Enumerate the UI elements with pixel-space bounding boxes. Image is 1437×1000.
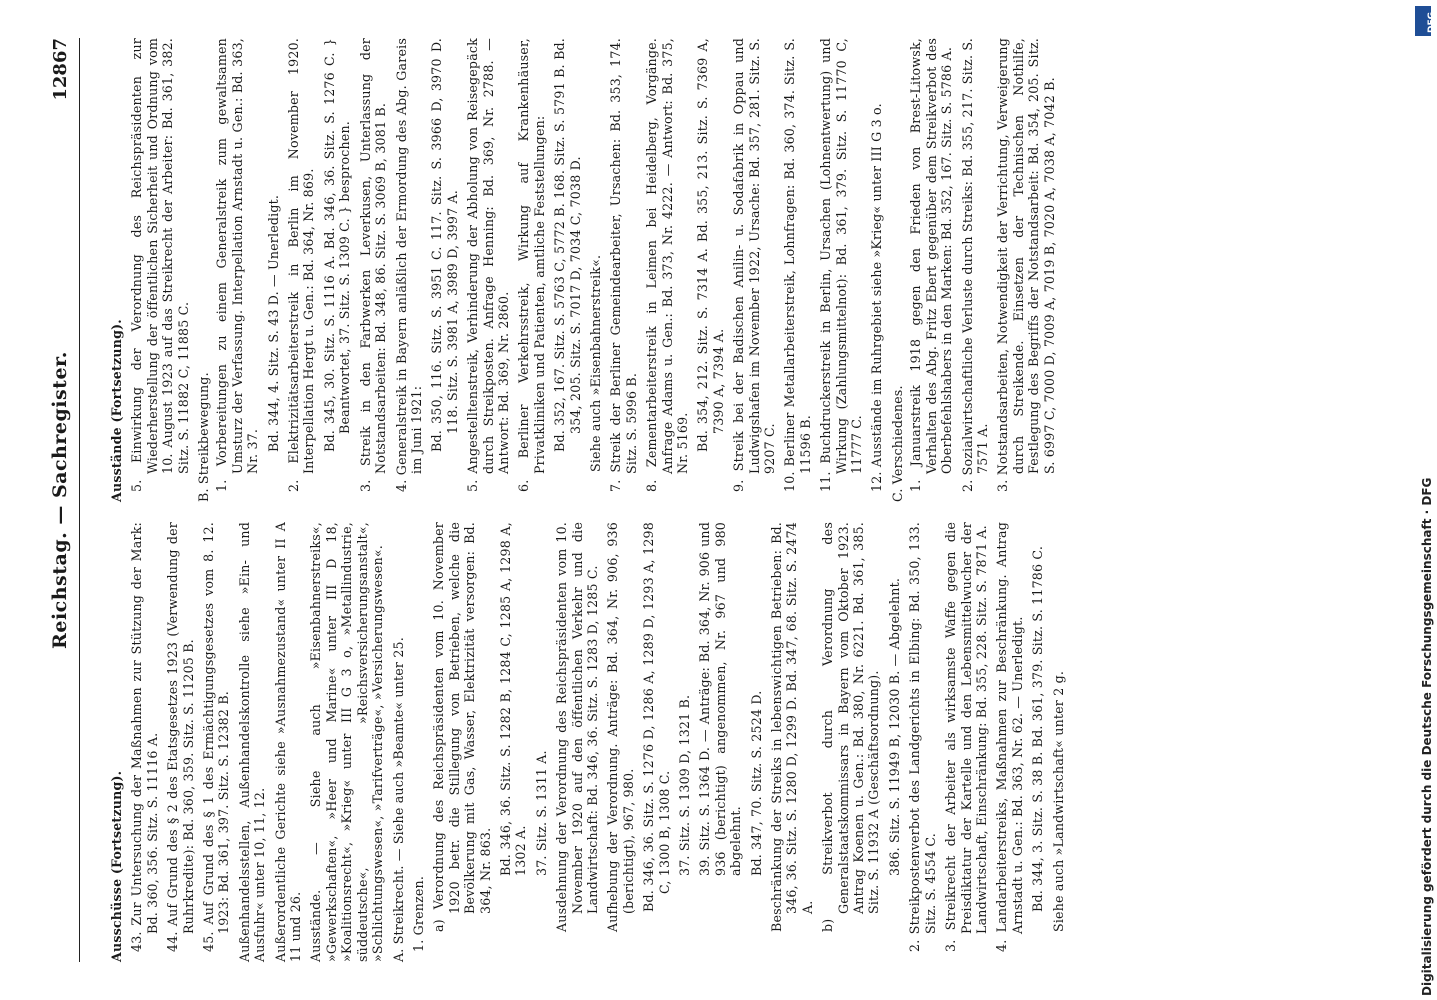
left-column-entry: Bd. 346, 36. Sitz. S. 1276 D, 1286 A, 1289 D, 1293 A, 1298 C, 1300 B, 1308 C. <box>641 522 672 912</box>
right-column-entry: 10. Berliner Metallarbeiterstreik, Lohnfragen: Bd. 360, 374. Sitz. S. 11596 B. <box>782 38 813 492</box>
right-column-entry: 4. Generalstreik in Bayern anläßlich der Ermordung des Abg. Gareis im Juni 1921: <box>393 38 424 492</box>
page-header <box>49 38 80 962</box>
right-column-entry: 9. Streik bei der Badischen Anilin- u. Sodafabrik in Oppau und Ludwigshafen im November 1922, Ursache: Bd. 357, 281. Sitz. S. 9207 C. <box>731 38 778 492</box>
right-column-entry: 1. Vorbereitungen zu einem Generalstreik zum gewaltsamen Umsturz der Verfassung. Interpellation Arnstadt u. Gen.: Bd. 363, Nr. 37. <box>214 38 261 492</box>
left-column <box>109 522 1405 962</box>
left-column-entry: 45. Auf Grund des § 1 des Ermächtigungsgesetzes vom 8. 12. 1923: Bd. 361, 397. Sitz. S. 12382 B. <box>201 522 232 952</box>
right-column-entry: Bd. 344, 4. Sitz. S. 43 D. — Unerledigt. <box>265 194 281 452</box>
right-column-entry: 5. Angestelltenstreik, Verhinderung der Abholung von Reisegepäck durch Streikposten. Anfrage Henning: Bd. 369, Nr. 2788. — Antwort: Bd. 369, Nr. 2860. <box>465 38 511 492</box>
left-column-entry: Ausschüsse (Fortsetzung). <box>109 770 124 962</box>
left-column-entry: 1. Grenzen. <box>410 875 426 952</box>
right-column-entry: 8. Zementarbeiterstreik in Leimen bei Heidelberg, Vorgänge. Anfrage Adams u. Gen.: Bd. 373, Nr. 4222. — Antwort: Bd. 375, Nr. 5169. <box>644 38 690 492</box>
left-column-entry: 386. Sitz. S. 11949 B, 12030 B. — Abgelehnt. <box>886 577 902 876</box>
right-column-entry: Siehe auch »Eisenbahnerstreik«. <box>587 254 603 472</box>
left-column-entry: Beschränkung der Streiks in lebenswichtigen Betrieben: Bd. 346, 36. Sitz. S. 1280 D, 1299 D. Bd. 347, 68. Sitz. S. 2474 A. <box>769 522 815 932</box>
right-column-entry: C. Verschiedenes. <box>889 385 905 502</box>
left-column-entry: 2. Streikpostenverbot des Landgerichts in Elbing: Bd. 350, 133. Sitz. S. 4554 C. <box>907 522 938 952</box>
right-column-entry: 12. Ausstände im Ruhrgebiet siehe »Krieg« unter III G 3 o. <box>869 103 885 492</box>
right-column-entry: 7. Streik der Berliner Gemeindearbeiter, Ursachen: Bd. 353, 174. Sitz. S. 5996 B. <box>608 38 639 492</box>
left-column-entry: Siehe auch »Landwirtschaft« unter 2 g. <box>1050 670 1066 932</box>
right-column-entry: Ausstände (Fortsetzung). <box>109 319 124 502</box>
dfg-logo-text: DFG <box>1427 11 1437 33</box>
left-column-entry: 37. Sitz. S. 1311 A. <box>533 750 549 876</box>
left-column-entry: 44. Auf Grund des § 2 des Etatsgesetzes 1923 (Verwendung der Ruhrkredite): Bd. 360, 359. Sitz. S. 11205 B. <box>165 522 196 952</box>
left-column-entry: Ausstände. — Siehe auch »Eisenbahnerstreiks«, »Gewerkschaften«, »Heer und Marine« unter III D 18, »Koalitionsrecht«, »Krieg« unter III G 3 o, »Metallindustrie, süddeutsche«, »Reichsversicherungsanstalt«, »Schlichtungswesen«, »Tarifverträge«, »Versicherungswesen«. <box>308 522 386 962</box>
left-column-entry: 3. Streikrecht der Arbeiter als wirksamste Waffe gegen die Preisdiktatur der Kartelle und den Lebensmittelwucher der Landwirtschaft, Einschränkung: Bd. 355, 228. Sitz. S. 7871 A. <box>943 522 989 952</box>
right-column-entry: Bd. 354, 212. Sitz. S. 7314 A. Bd. 355, 213. Sitz. S. 7369 A, 7390 A, 7394 A. <box>695 38 726 452</box>
left-column-entry: Außerordentliche Gerichte siehe »Ausnahmezustand« unter II A 11 und 26. <box>272 522 304 962</box>
dfg-logo <box>1415 6 1437 36</box>
running-title: Reichstag. — Sachregister. <box>49 351 71 649</box>
left-column-entry: 4. Landarbeiterstreiks, Maßnahmen zur Beschränkung. Antrag Arnstadt u. Gen.: Bd. 363, Nr. 62. — Unerledigt. <box>994 522 1025 952</box>
left-column-entry: Ausdehnung der Verordnung des Reichspräsidenten vom 10. November 1920 auf den öffentlichen Verkehr und die Landwirtschaft: Bd. 346, 36. Sitz. S. 1283 D, 1285 C. <box>554 522 600 932</box>
left-column-entry: 37. Sitz. S. 1309 D, 1321 B. <box>677 694 692 876</box>
rotated-page <box>15 20 1405 980</box>
left-column-entry: Aufhebung der Verordnung. Anträge: Bd. 364, Nr. 906, 936 (berichtigt), 967, 980. <box>605 522 636 932</box>
left-column-entry: Bd. 347, 70. Sitz. S. 2524 D. <box>748 690 764 876</box>
right-column-entry: Bd. 352, 167. Sitz. S. 5763 C, 5772 B. 168. Sitz. S. 5791 B. Bd. 354, 205. Sitz. S. 7017 D, 7034 C, 7038 D. <box>552 38 583 452</box>
left-column-entry: Außenhandelsstellen, Außenhandelskontrolle siehe »Ein- und Ausfuhr« unter 10, 11, 12. <box>236 522 268 962</box>
right-column-entry: 11. Buchdruckerstreik in Berlin, Ursachen (Lohnentwertung) und Wirkung (Zahlungsmittelnot): Bd. 361, 379. Sitz. S. 11770 C, 11777 C. <box>818 38 865 492</box>
right-column-entry: 1. Januarstreik 1918 gegen den Frieden von Brest-Litowsk, Verhalten des Abg. Fritz Ebert gegenüber dem Streikverbot des Oberbefehlshabers in den Marken: Bd. 352, 167. Sitz. S. 5786 A. <box>908 38 955 492</box>
right-column-entry: 2. Elektrizitätsarbeiterstreik in Berlin im November 1920. Interpellation Hergt u. Gen.: Bd. 364, Nr. 869. <box>286 38 317 492</box>
right-column-entry: 3. Notstandsarbeiten, Notwendigkeit der Verrichtung, Verweigerung durch Streikende. Einsetzen der Technischen Nothilfe, Festlegung des Begriffs der Notstandsarbeit: Bd. 354, 205. Sitz. S. 6997 C, 7000 D, 7009 A, 7019 B, 7020 A, 7038 A, 7042 B. <box>995 38 1057 492</box>
right-column <box>109 38 1405 502</box>
left-column-entry: a) Verordnung des Reichspräsidenten vom 10. November 1920 betr. die Stillegung von Betrieben, welche die Bevölkerung mit Gas, Wasser, Elektrizität versorgen: Bd. 364, Nr. 863. <box>431 522 493 932</box>
right-column-entry: 5. Einwirkung der Verordnung des Reichspräsidenten zur Wiederherstellung der öffentlichen Sicherheit und Ordnung vom 10. August 1923 auf das Streikrecht der Arbeiter: Bd. 361, 382. Sitz. S. 11882 C, 11885 C. <box>129 38 191 492</box>
right-column-entry: Bd. 345, 30. Sitz. S. 1116 A. Bd. 346, 36. Sitz. S. 1276 C. } Beantwortet, 37. Sitz. S. 1309 C. } besprochen. <box>321 38 353 452</box>
left-column-entry: Bd. 346, 36. Sitz. S. 1282 B, 1284 C, 1285 A, 1298 A, 1302 A. <box>497 522 529 876</box>
left-column-entry: A. Streikrecht. — Siehe auch »Beamte« unter 25. <box>390 637 406 962</box>
left-column-entry: Bd. 344, 3. Sitz. S. 38 B. Bd. 361, 379. Sitz. S. 11786 C. <box>1030 545 1046 912</box>
right-column-entry: 2. Sozialwirtschaftliche Verluste durch Streiks: Bd. 355, 217. Sitz. S. 7571 A. <box>959 38 990 492</box>
digitization-note <box>1396 6 1434 996</box>
left-column-entry: 43. Zur Untersuchung der Maßnahmen zur Stützung der Mark: Bd. 360, 356. Sitz. S. 11116 A. <box>129 522 160 952</box>
page-number: 12867 <box>50 38 71 101</box>
right-column-entry: B. Streikbewegung. <box>196 372 212 502</box>
right-column-entry: 6. Berliner Verkehrsstreik, Wirkung auf Krankenhäuser, Privatkliniken und Patienten, amtliche Feststellungen: <box>516 38 547 492</box>
right-column-entry: 3. Streik in den Farbwerken Leverkusen, Unterlassung der Notstandsarbeiten: Bd. 348, 86. Sitz. S. 3069 B, 3081 B. <box>357 38 389 492</box>
digitization-note-text: Digitalisierung gefördert durch die Deutsche Forschungsgemeinschaft · DFG <box>1420 477 1434 996</box>
left-column-entry: 39. Sitz. S. 1364 D. — Anträge: Bd. 364, Nr. 906 und 936 (berichtigt) angenommen, Nr. 967 und 980 abgelehnt. <box>697 522 744 876</box>
left-column-entry: b) Streikverbot durch Verordnung des Generalstaatskommissars in Bayern vom Oktober 1923. Antrag Koenen u. Gen.: Bd. 380, Nr. 6221. Bd. 361, 385. Sitz. S. 11932 A (Geschäftsordnung). <box>820 522 882 932</box>
right-column-entry: Bd. 350, 116. Sitz. S. 3951 C. 117. Sitz. S. 3966 D, 3970 D. 118. Sitz. S. 3981 A, 3989 D, 3997 A. <box>429 38 460 452</box>
